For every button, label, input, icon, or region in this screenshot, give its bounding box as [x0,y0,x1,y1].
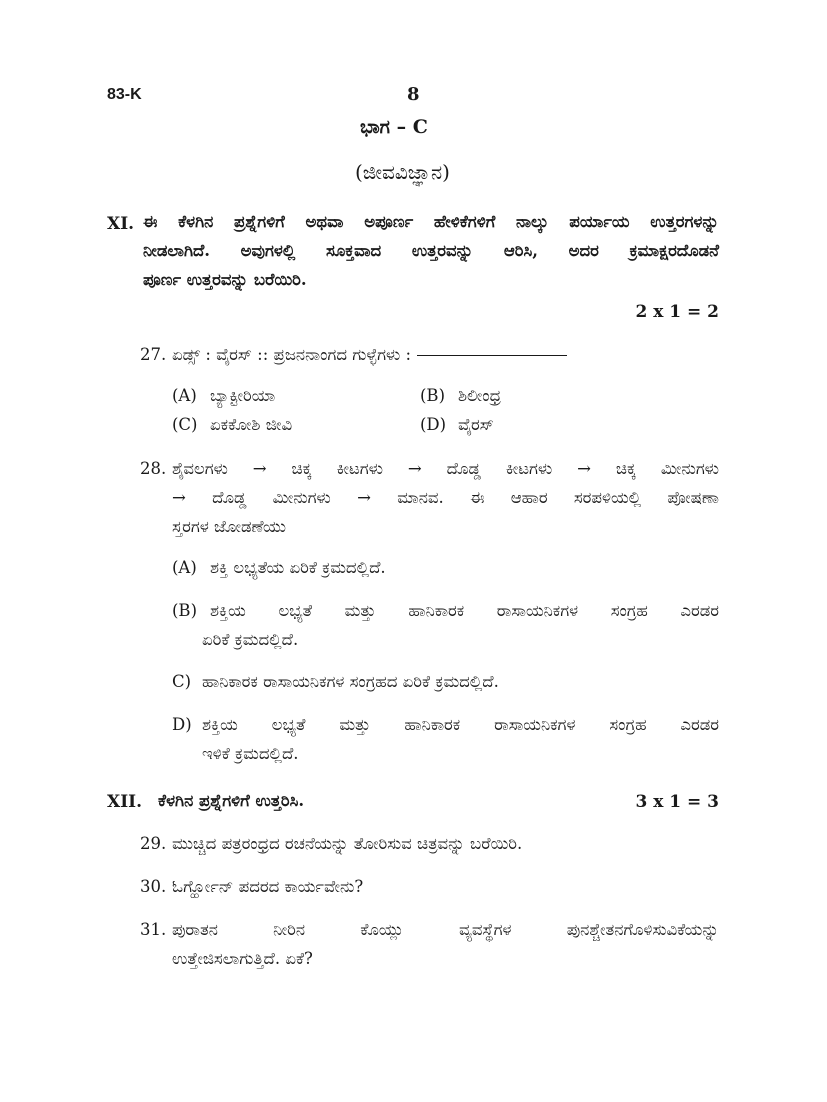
q28-number: 28. [140,459,167,478]
option-text: ಬ್ಯಾಕ್ಟೀರಿಯಾ [210,386,276,405]
paper-code: 83-K [107,86,142,103]
section-xii-label: XII. [107,792,143,812]
q31-line2: ಉತ್ತೇಜಿಸಲಾಗುತ್ತಿದೆ. ಏಕೆ? [172,949,313,968]
q28-option-c-label: C) [172,672,192,691]
q27-option-d [420,415,494,435]
q30-number: 30. [140,877,167,896]
q28-option-c-text: ಹಾನಿಕಾರಕ ರಾಸಾಯನಿಕಗಳ ಸಂಗ್ರಹದ ಏರಿಕೆ ಕ್ರಮದಲ್ಲಿದೆ. [202,672,499,691]
section-xii-instruction: ಕೆಳಗಿನ ಪ್ರಶ್ನೆಗಳಿಗೆ ಉತ್ತರಿಸಿ. [158,791,305,810]
q27-number: 27. [140,345,167,364]
option-text: ಶಿಲೀಂಧ್ರ [458,386,501,405]
part-heading: ಭಾಗ – C [360,116,428,138]
q28-line1: ಶೈವಲಗಳು → ಚಿಕ್ಕ ಕೀಟಗಳು → ದೊಡ್ಡ ಕೀಟಗಳು → ಚಿಕ್ಕ ಮೀನುಗಳು [172,459,719,478]
q28-line2: → ದೊಡ್ಡ ಮೀನುಗಳು → ಮಾನವ. ಈ ಆಹಾರ ಸರಪಳಿಯಲ್ಲಿ ಪೋಷಣಾ [172,488,719,507]
q30-text: ಓರ್ಗ್ಹೋನ್ ಪದರದ ಕಾರ್ಯವೇನು? [172,877,364,896]
q29-number: 29. [140,834,167,853]
q28-option-a-label: (A) [172,558,197,577]
q27-question [172,340,692,369]
q28-line3: ಸ್ತರಗಳ ಜೋಡಣೆಯು [172,517,286,536]
q31-line1: ಪುರಾತನ ನೀರಿನ ಕೊಯ್ಲು ವ್ಯವಸ್ಥೆಗಳ ಪುನಶ್ಚೇತನಗೊಳಿಸುವಿಕೆಯನ್ನು [172,920,719,939]
q28-option-a-text: ಶಕ್ತಿ ಲಭ್ಯತೆಯ ಏರಿಕೆ ಕ್ರಮದಲ್ಲಿದೆ. [210,558,386,577]
q28-option-b-line1: ಶಕ್ತಿಯ ಲಭ್ಯತೆ ಮತ್ತು ಹಾನಿಕಾರಕ ರಾಸಾಯನಿಕಗಳ ಸಂಗ್ರಹ ಎರಡರ [210,601,719,620]
q29-text: ಮುಚ್ಚಿದ ಪತ್ರರಂಧ್ರದ ರಚನೆಯನ್ನು ತೋರಿಸುವ ಚಿತ್ರವನ್ನು ಬರೆಯಿರಿ. [172,834,523,853]
q27-option-c [172,415,292,435]
option-label: (B) [420,386,445,405]
option-text: ಏಕಕೋಶಿ ಜೀವಿ [210,415,293,434]
q27-option-a [172,386,275,406]
page-number: 8 [407,84,420,105]
option-label: (C) [172,415,198,434]
option-text: ವೈರಸ್ [458,415,494,434]
option-label: (D) [420,415,447,434]
section-xii-marks: 3 x 1 = 3 [635,792,719,812]
q28-option-d-line1: ಶಕ್ತಿಯ ಲಭ್ಯತೆ ಮತ್ತು ಹಾನಿಕಾರಕ ರಾಸಾಯನಿಕಗಳ ಸಂಗ್ರಹ ಎರಡರ [202,715,719,734]
q28-option-b-line2: ಏರಿಕೆ ಕ್ರಮದಲ್ಲಿದೆ. [202,630,299,649]
section-xi-instruction-line2: ನೀಡಲಾಗಿದೆ. ಅವುಗಳಲ್ಲಿ ಸೂಕ್ತವಾದ ಉತ್ತರವನ್ನು ಆರಿಸಿ, ಅದರ ಕ್ರಮಾಕ್ಷರದೊಡನೆ [143,241,719,260]
q28-option-d-label: D) [172,715,192,734]
q28-option-d-line2: ಇಳಿಕೆ ಕ್ರಮದಲ್ಲಿದೆ. [202,744,299,763]
answer-blank [417,355,567,356]
q28-option-b-label: (B) [172,601,197,620]
section-xi-label: XI. [107,214,135,234]
q27-text: ಏಡ್ಸ್ : ವೈರಸ್ :: ಪ್ರಜನನಾಂಗದ ಗುಳ್ಳೆಗಳು : [172,345,412,364]
section-xi-instruction-line1: ಈ ಕೆಳಗಿನ ಪ್ರಶ್ನೆಗಳಿಗೆ ಅಥವಾ ಅಪೂರ್ಣ ಹೇಳಿಕೆಗಳಿಗೆ ನಾಲ್ಕು ಪರ್ಯಾಯ ಉತ್ತರಗಳನ್ನು [143,212,719,231]
q27-option-b [420,386,501,406]
subject-heading: (ಜೀವವಿಜ್ಞಾನ) [355,160,450,184]
option-label: (A) [172,386,197,405]
q31-number: 31. [140,920,167,939]
section-xi-instruction-line3: ಪೂರ್ಣ ಉತ್ತರವನ್ನು ಬರೆಯಿರಿ. [143,270,307,289]
section-xi-marks: 2 x 1 = 2 [635,302,719,322]
